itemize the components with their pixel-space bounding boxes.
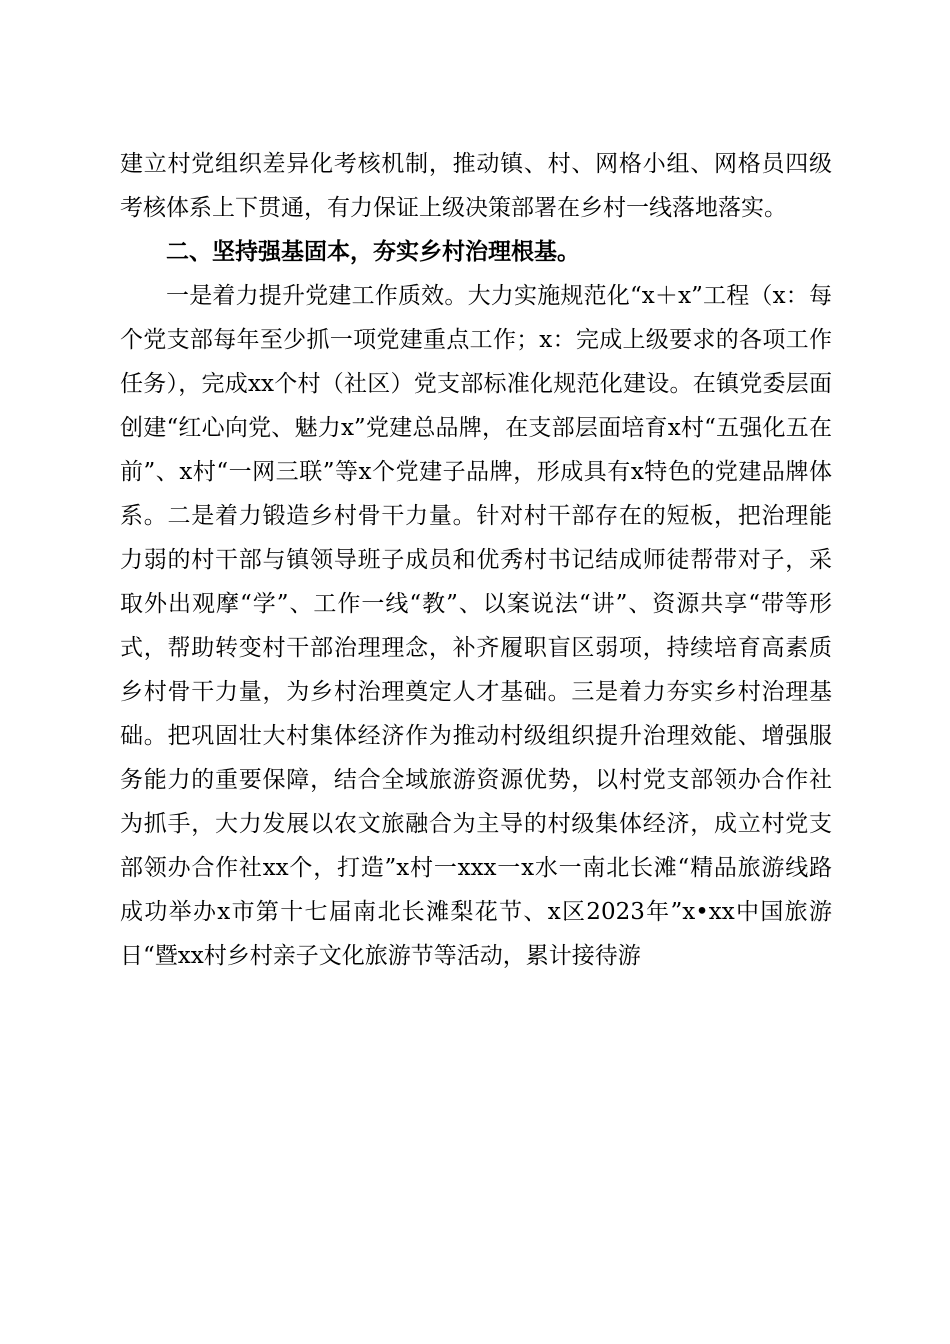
section-heading: 二、坚持强基固本，夯实乡村治理根基。 xyxy=(166,239,580,265)
paragraph xyxy=(120,274,832,978)
paragraph-lead: 一是着力提升党建工作质效。 xyxy=(166,283,468,309)
paragraph-body: 大力实施规范化“x＋x”工程（x：每个党支部每年至少抓一项党建重点工作；x：完成上级要求的各项工作任务），完成xx个村（社区）党支部标准化规范化建设。在镇党委层面创建“红心向党、魅力x”党建总品牌，在支部层面培育x村“五强化五在前”、x村“一网三联”等x个党建子品牌，形成具有x特色的党建品牌体系。二是着力锻造乡村骨干力量。针对村干部存在的短板，把治理能力弱的村干部与镇领导班子成员和优秀村书记结成师徒帮带对子，采取外出观摩“学”、工作一线“教”、以案说法“讲”、资源共享“带等形式，帮助转变村干部治理理念，补齐履职盲区弱项，持续培育高素质乡村骨干力量，为乡村治理奠定人才基础。三是着力夯实乡村治理基础。把巩固壮大村集体经济作为推动村级组织提升治理效能、增强服务能力的重要保障，结合全域旅游资源优势，以村党支部领办合作社为抓手，大力发展以农文旅融合为主导的村级集体经济，成立村党支部领办合作社xx个，打造”x村一xxx一x水一南北长滩“精品旅游线路成功举办x市第十七届南北长滩梨花节、x区2023年”x•xx中国旅游日“暨xx村乡村亲子文化旅游节等活动，累计接待游 xyxy=(120,283,833,969)
paragraph-continuation: 建立村党组织差异化考核机制，推动镇、村、网格小组、网格员四级考核体系上下贯通，有力保证上级决策部署在乡村一线落地落实。 xyxy=(120,151,832,221)
document-body xyxy=(120,142,832,978)
